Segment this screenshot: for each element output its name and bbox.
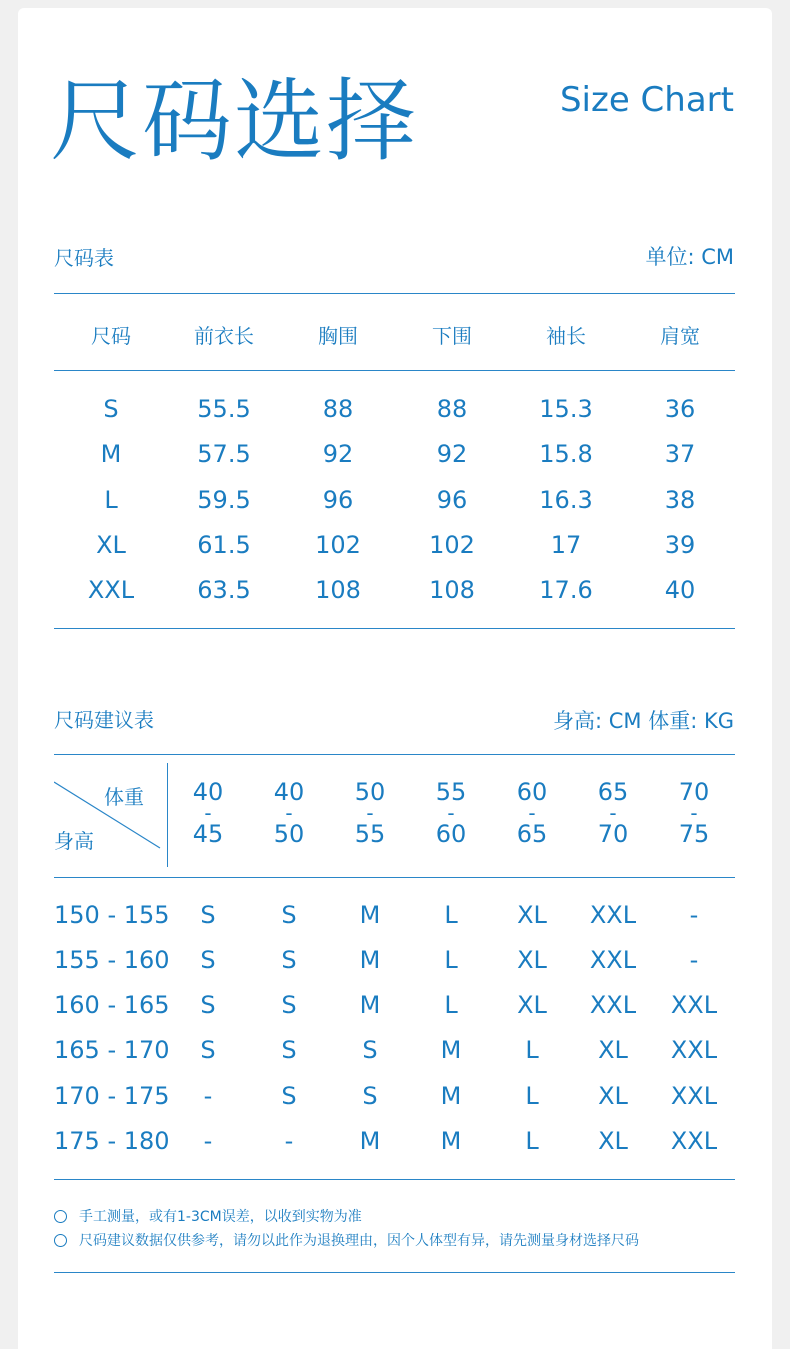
size-table-cell: 96 (322, 486, 354, 514)
weight-range-low: 70 (678, 778, 710, 806)
recommended-size-cell: S (200, 901, 216, 929)
recommended-size-cell: S (281, 901, 297, 929)
weight-range-dash: - (447, 801, 455, 825)
recommended-size-cell: M (440, 1127, 462, 1155)
recommend-table-unit: 身高: CM 体重: KG (552, 709, 734, 733)
height-range-label: 160 - 165 (54, 991, 170, 1019)
recommended-size-cell: XXL (589, 901, 637, 929)
weight-range-dash: - (690, 801, 698, 825)
weight-range-high: 65 (516, 820, 548, 848)
weight-range-dash: - (204, 801, 212, 825)
size-table-cell: 38 (664, 486, 696, 514)
recommended-size-cell: XXL (589, 991, 637, 1019)
size-table-cell: 17 (550, 531, 582, 559)
weight-range-dash: - (366, 801, 374, 825)
weight-range (435, 778, 467, 848)
size-table-cell: S (103, 395, 119, 423)
size-table-cell: XXL (87, 576, 135, 604)
size-table-column-header: 袖长 (546, 324, 586, 348)
size-table-cell: 15.8 (539, 440, 593, 468)
size-table-cell: 57.5 (197, 440, 251, 468)
note-item (54, 1230, 639, 1250)
recommended-size-cell: XL (598, 1082, 628, 1110)
recommended-size-cell: L (444, 991, 458, 1019)
size-table-cell: 88 (436, 395, 468, 423)
recommended-size-cell: XXL (670, 1036, 718, 1064)
recommended-size-cell: M (359, 901, 381, 929)
recommended-size-cell: L (444, 901, 458, 929)
size-table-cell: 108 (315, 576, 361, 604)
recommended-size-cell: XL (517, 901, 547, 929)
recommended-size-cell: S (281, 946, 297, 974)
weight-range-dash: - (609, 801, 617, 825)
size-table-cell: 102 (315, 531, 361, 559)
size-table-cell: 37 (664, 440, 696, 468)
recommended-size-cell: S (281, 1082, 297, 1110)
corner-divider (167, 763, 168, 867)
recommended-size-cell: S (362, 1082, 378, 1110)
weight-range-dash: - (285, 801, 293, 825)
recommended-size-cell: L (444, 946, 458, 974)
weight-range (192, 778, 224, 848)
note-text: 尺码建议数据仅供参考，请勿以此作为退换理由，因个人体型有异，请先测量身材选择尺码 (79, 1233, 639, 1249)
recommended-size-cell: XL (517, 991, 547, 1019)
size-table-cell: 108 (429, 576, 475, 604)
divider (54, 754, 735, 755)
recommended-size-cell: S (200, 991, 216, 1019)
bullet-circle-icon (54, 1210, 67, 1223)
note-text: 手工测量，或有1-3CM误差，以收到实物为准 (79, 1209, 362, 1225)
recommended-size-cell: - (284, 1127, 294, 1155)
weight-range-high: 55 (354, 820, 386, 848)
height-range-label: 165 - 170 (54, 1036, 170, 1064)
recommended-size-cell: XL (517, 946, 547, 974)
weight-range-low: 40 (273, 778, 305, 806)
recommended-size-cell: - (203, 1082, 213, 1110)
divider (54, 628, 735, 629)
size-table-cell: 96 (436, 486, 468, 514)
size-table-cell: L (104, 486, 118, 514)
size-table-cell: 16.3 (539, 486, 593, 514)
recommended-size-cell: S (281, 991, 297, 1019)
size-table-cell: 61.5 (197, 531, 251, 559)
page-title: 尺码选择 (50, 69, 418, 174)
weight-range (597, 778, 629, 848)
weight-range-high: 60 (435, 820, 467, 848)
size-table-column-header: 前衣长 (194, 324, 254, 348)
size-table-cell: 40 (664, 576, 696, 604)
recommended-size-cell: S (362, 1036, 378, 1064)
divider (54, 877, 735, 878)
size-table-cell: 15.3 (539, 395, 593, 423)
size-table-cell: 92 (322, 440, 354, 468)
recommended-size-cell: XXL (670, 991, 718, 1019)
size-table-cell: 102 (429, 531, 475, 559)
recommend-table-title: 尺码建议表 (54, 708, 154, 732)
bullet-circle-icon (54, 1234, 67, 1247)
recommended-size-cell: M (440, 1082, 462, 1110)
size-table-column-header: 下围 (432, 324, 472, 348)
size-table-column-header: 胸围 (318, 324, 358, 348)
weight-range-high: 50 (273, 820, 305, 848)
size-table-cell: M (100, 440, 122, 468)
recommended-size-cell: M (440, 1036, 462, 1064)
divider (54, 1272, 735, 1273)
size-table-cell: 55.5 (197, 395, 251, 423)
recommended-size-cell: - (689, 901, 699, 929)
weight-range-low: 50 (354, 778, 386, 806)
divider (54, 293, 735, 294)
weight-range (354, 778, 386, 848)
weight-range (273, 778, 305, 848)
recommended-size-cell: M (359, 1127, 381, 1155)
note-item (54, 1206, 362, 1226)
recommended-size-cell: XXL (670, 1082, 718, 1110)
weight-range-dash: - (528, 801, 536, 825)
size-table-cell: 59.5 (197, 486, 251, 514)
height-range-label: 175 - 180 (54, 1127, 170, 1155)
recommended-size-cell: XL (598, 1127, 628, 1155)
weight-range (516, 778, 548, 848)
page-subtitle: Size Chart (559, 80, 734, 120)
size-table-cell: 17.6 (539, 576, 593, 604)
divider (54, 370, 735, 371)
recommended-size-cell: XXL (670, 1127, 718, 1155)
size-table-cell: 88 (322, 395, 354, 423)
size-table-column-header: 尺码 (91, 324, 131, 348)
height-range-label: 155 - 160 (54, 946, 170, 974)
recommended-size-cell: L (525, 1127, 539, 1155)
size-table-cell: 36 (664, 395, 696, 423)
size-table-cell: 39 (664, 531, 696, 559)
divider (54, 1179, 735, 1180)
weight-range-low: 55 (435, 778, 467, 806)
recommended-size-cell: L (525, 1082, 539, 1110)
recommended-size-cell: S (200, 946, 216, 974)
height-range-label: 170 - 175 (54, 1082, 170, 1110)
recommended-size-cell: S (281, 1036, 297, 1064)
weight-range-high: 70 (597, 820, 629, 848)
size-table-column-header: 肩宽 (660, 324, 700, 348)
size-table-title: 尺码表 (54, 246, 114, 270)
recommended-size-cell: XL (598, 1036, 628, 1064)
size-table-unit: 单位: CM (645, 245, 734, 269)
recommended-size-cell: S (200, 1036, 216, 1064)
height-range-label: 150 - 155 (54, 901, 170, 929)
corner-weight-label: 体重 (104, 785, 144, 809)
corner-height-label: 身高 (54, 829, 94, 853)
size-table-cell: 92 (436, 440, 468, 468)
weight-range-high: 75 (678, 820, 710, 848)
recommended-size-cell: - (203, 1127, 213, 1155)
weight-range-low: 60 (516, 778, 548, 806)
recommended-size-cell: - (689, 946, 699, 974)
size-table-cell: XL (96, 531, 126, 559)
recommended-size-cell: M (359, 991, 381, 1019)
weight-range-low: 65 (597, 778, 629, 806)
recommended-size-cell: M (359, 946, 381, 974)
recommended-size-cell: L (525, 1036, 539, 1064)
weight-range-low: 40 (192, 778, 224, 806)
recommended-size-cell: XXL (589, 946, 637, 974)
weight-range-high: 45 (192, 820, 224, 848)
size-table-cell: 63.5 (197, 576, 251, 604)
weight-range (678, 778, 710, 848)
